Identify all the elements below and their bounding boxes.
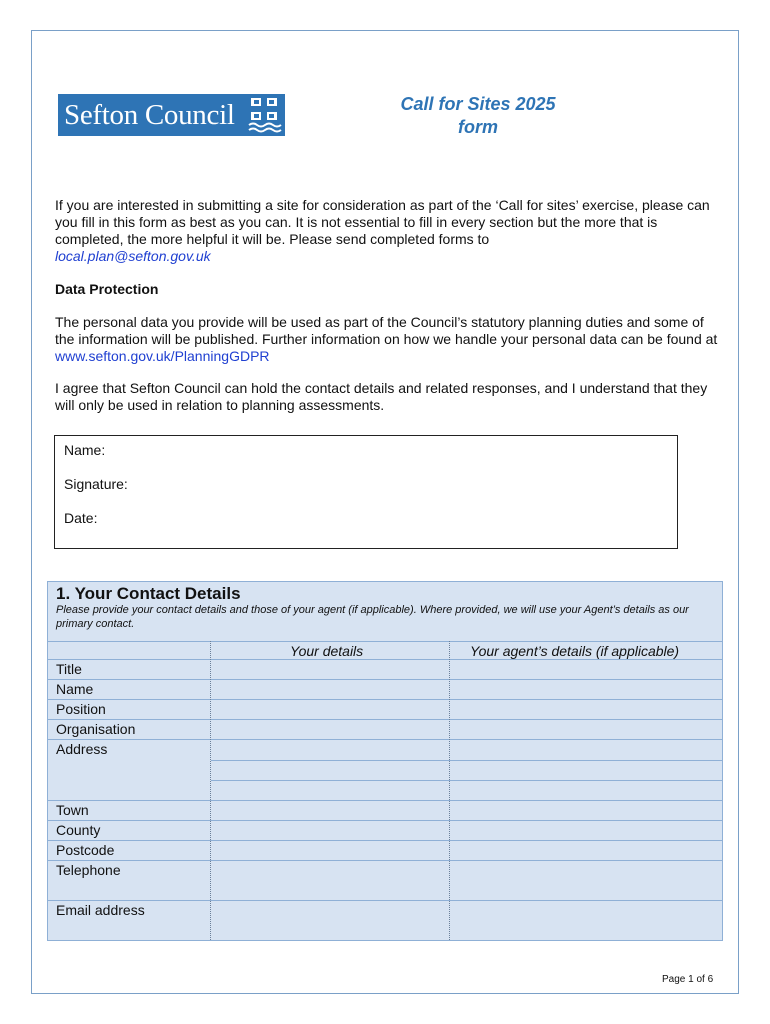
logo-text: Sefton Council	[58, 94, 243, 136]
table-row[interactable]	[48, 820, 722, 840]
table-row[interactable]	[48, 699, 722, 719]
row-label: Telephone	[56, 862, 121, 878]
row-label: Organisation	[56, 721, 136, 737]
row-label: Address	[56, 741, 108, 757]
table-row[interactable]	[48, 659, 722, 679]
address-line-divider	[211, 780, 722, 781]
table-row[interactable]	[48, 840, 722, 860]
data-protection-paragraph	[55, 314, 720, 365]
table-row[interactable]	[48, 900, 722, 940]
gdpr-link[interactable]: www.sefton.gov.uk/PlanningGDPR	[55, 348, 270, 364]
intro-paragraph	[55, 197, 720, 265]
form-title-line1: Call for Sites 2025	[400, 94, 556, 114]
contact-subtitle: Please provide your contact details and those of your agent (if applicable). Where provided, we will use your Agent’s details as our primary contact.	[56, 604, 689, 630]
table-row[interactable]	[48, 860, 722, 900]
page-number: Page 1 of 6	[662, 974, 714, 985]
row-label: Title	[56, 661, 82, 677]
col-agent-details: Your agent’s details (if applicable)	[470, 643, 680, 659]
signature-label[interactable]: Signature:	[64, 476, 128, 492]
row-label: Name	[56, 681, 94, 697]
row-label: Town	[56, 802, 89, 818]
row-label: County	[56, 822, 101, 838]
contact-title: 1. Your Contact Details	[56, 584, 241, 603]
row-label: Position	[56, 701, 106, 717]
date-label[interactable]: Date:	[64, 510, 98, 526]
data-protection-heading: Data Protection	[55, 281, 159, 297]
table-row[interactable]	[48, 739, 722, 800]
name-label[interactable]: Name:	[64, 442, 106, 458]
table-row[interactable]	[48, 800, 722, 820]
row-label: Email address	[56, 902, 145, 918]
signature-box	[54, 435, 678, 549]
email-link[interactable]: local.plan@sefton.gov.uk	[55, 248, 211, 264]
form-title-line2: form	[458, 117, 498, 137]
col-your-details: Your details	[290, 643, 364, 659]
sefton-council-logo	[58, 94, 314, 136]
form-title	[380, 93, 576, 139]
address-line-divider	[211, 760, 722, 761]
intro-text: If you are interested in submitting a site for consideration as part of the ‘Call for sites’ exercise, please can you fill in this form as best as you can. It is not essential to fill in every section but the more that is completed, the more helpful it will be. Please send completed forms to	[55, 197, 710, 247]
table-row[interactable]	[48, 679, 722, 699]
column-divider	[449, 641, 450, 940]
row-label: Postcode	[56, 842, 115, 858]
data-protection-text: The personal data you provide will be used as part of the Council’s statutory planning duties and some of the information will be published. Further information on how we handle your personal data can be found at	[55, 314, 718, 347]
agreement-paragraph: I agree that Sefton Council can hold the contact details and related responses, and I understand that they will only be used in relation to planning assessments.	[55, 380, 708, 413]
council-crest-icon	[243, 94, 285, 136]
table-row[interactable]	[48, 719, 722, 739]
contact-details-section	[47, 581, 723, 941]
column-divider	[210, 641, 211, 940]
